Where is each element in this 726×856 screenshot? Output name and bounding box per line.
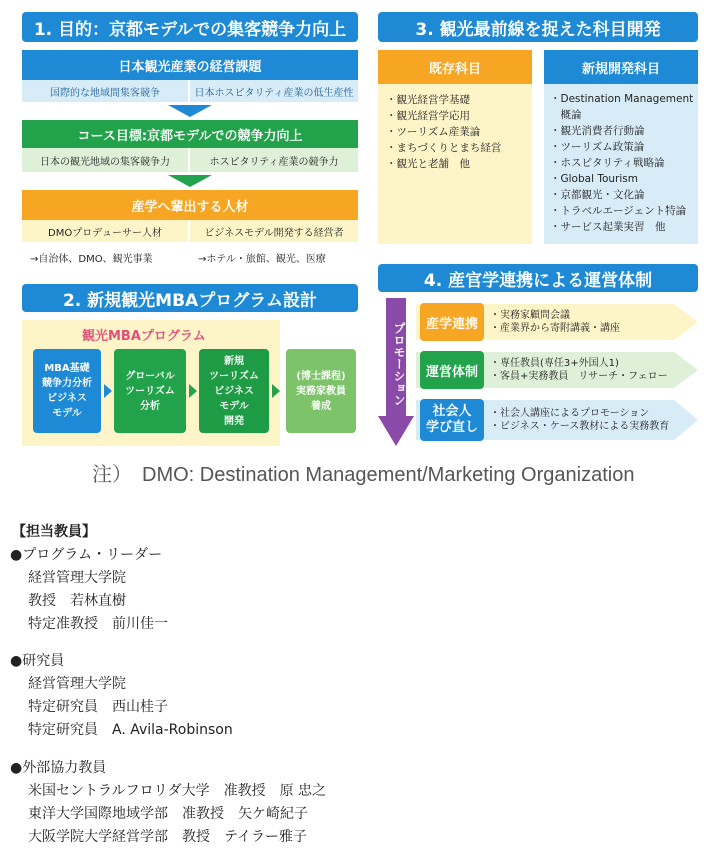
talent-right: ビジネスモデル開発する経営者 — [190, 220, 358, 242]
list-item: ・サービス起業実習 他 — [550, 221, 666, 233]
staff-group-title: ●プログラム・リーダー — [10, 547, 163, 563]
staff-group-leader — [10, 544, 168, 636]
staff-line: 大阪学院大学経営学部 教授 テイラー雅子 — [28, 829, 308, 845]
step-line: グローバル — [125, 370, 175, 382]
staff-group-external — [10, 757, 326, 849]
program-label: 観光MBAプログラム — [82, 329, 206, 344]
row-item: ・ビジネス・ケース教材による実務教育 — [490, 421, 670, 432]
staff-line: 特定准教授 前川佳一 — [28, 616, 168, 632]
row-items — [490, 357, 668, 383]
step-line: 分析 — [140, 400, 160, 412]
staff-line: 教授 若林直樹 — [28, 593, 126, 609]
arrow-down-icon — [168, 175, 212, 187]
step-line: 競争力分析 — [42, 378, 92, 389]
section4-title: 4. 産官学連携による運営体制 — [378, 264, 698, 292]
row-label-operation: 運営体制 — [420, 351, 484, 389]
talent-title: 産学へ輩出する人材 — [22, 190, 358, 220]
step-line: 開発 — [224, 415, 244, 427]
list-item: ・観光経営学基礎 — [386, 94, 470, 106]
staff-group-title: ●研究員 — [10, 653, 65, 669]
new-panel — [544, 84, 698, 244]
promotion-label: プロモーション — [392, 322, 406, 406]
list-item: ・観光と老舗 他 — [386, 158, 470, 170]
staff-line: 特定研究員 西山桂子 — [28, 699, 168, 715]
list-item: ・観光経営学応用 — [386, 110, 470, 122]
arrow-right-icon — [189, 384, 197, 398]
row-label-industry: 産学連携 — [420, 303, 484, 341]
step-line: (博士課程) — [296, 370, 346, 382]
existing-panel — [378, 84, 532, 244]
dmo-note: 注） DMO: Destination Management/Marketing Organization — [92, 464, 635, 486]
step-line: モデル — [52, 408, 82, 419]
list-item: ・Destination Management — [550, 93, 694, 105]
row-item: ・社会人講座によるプロモーション — [490, 408, 650, 419]
destination-left: →自治体、DMO、観光事業 — [30, 253, 153, 265]
step-global-tourism — [114, 349, 186, 433]
destination-right: →ホテル・旅館、観光、医療 — [198, 253, 326, 265]
row-label-relearning: 社会人 学び直し — [420, 399, 484, 441]
goal-right: ホスピタリティ産業の競争力 — [190, 148, 358, 172]
step-line: 養成 — [311, 400, 331, 412]
row-item: ・客員+実務教員 リサーチ・フェロー — [490, 371, 668, 382]
arrow-down-icon — [168, 105, 212, 117]
step-line: MBA基礎 — [44, 363, 90, 374]
list-item: ・ツーリズム産業論 — [386, 126, 481, 138]
arrow-right-icon — [272, 384, 280, 398]
section1-title: 1. 目的：京都モデルでの集客競争力向上 — [22, 12, 358, 42]
list-item: ・Global Tourism — [550, 173, 638, 185]
list-item: ・まちづくりとまち経営 — [386, 142, 502, 154]
step-line: ツーリズム — [209, 370, 259, 382]
step-line: ビジネス — [47, 393, 87, 404]
staff-group-researcher — [10, 650, 233, 742]
list-item: ・ツーリズム政策論 — [550, 141, 645, 153]
staff-group-title: ●外部協力教員 — [10, 760, 107, 776]
step-line: ツーリズム — [125, 385, 175, 397]
list-item: ・ホスピタリティ戦略論 — [550, 157, 665, 169]
staff-line: 特定研究員 A. Avila-Robinson — [28, 722, 233, 738]
step-doctoral — [286, 349, 356, 433]
challenge-title: 日本観光産業の経営課題 — [22, 50, 358, 80]
talent-left: DMOプロデューサー人材 — [22, 220, 188, 242]
new-list — [550, 91, 698, 235]
row-item: ・産業界から寄附講義・講座 — [490, 323, 620, 334]
list-item: ・トラベルエージェント特論 — [550, 205, 687, 217]
row-items — [490, 309, 620, 335]
step-new-business — [199, 349, 269, 433]
list-item: ・観光消費者行動論 — [550, 125, 645, 137]
list-item: 概論 — [550, 109, 582, 121]
step-line: 実務家教員 — [296, 385, 346, 397]
list-item: ・京都観光・文化論 — [550, 189, 645, 201]
step-line: ビジネス — [214, 385, 254, 397]
section2-title: 2. 新規観光MBAプログラム設計 — [22, 284, 358, 312]
staff-line: 東洋大学国際地域学部 准教授 矢ケ崎紀子 — [28, 806, 308, 822]
staff-heading: 【担当教員】 — [12, 524, 96, 540]
row-item: ・専任教員(専任3+外国人1) — [490, 358, 619, 369]
goal-left: 日本の観光地域の集客競争力 — [22, 148, 188, 172]
goal-title: コース目標:京都モデルでの競争力向上 — [22, 120, 358, 148]
challenge-right: 日本ホスピタリティ産業の低生産性 — [190, 80, 358, 102]
staff-line: 経営管理大学院 — [28, 676, 126, 692]
arrow-right-icon — [104, 384, 112, 398]
row-item: ・実務家顧問会議 — [490, 310, 570, 321]
challenge-left: 国際的な地域間集客競争 — [22, 80, 188, 102]
existing-list — [386, 92, 532, 172]
staff-line: 米国セントラルフロリダ大学 准教授 原 忠之 — [28, 783, 327, 799]
row-items — [490, 407, 669, 433]
step-line: 新規 — [224, 355, 244, 367]
new-label: 新規開発科目 — [544, 50, 698, 84]
step-mba-basic — [33, 349, 101, 433]
existing-label: 既存科目 — [378, 50, 532, 84]
staff-line: 経営管理大学院 — [28, 570, 126, 586]
step-line: モデル — [219, 400, 249, 412]
section3-title: 3. 観光最前線を捉えた科目開発 — [378, 12, 698, 42]
